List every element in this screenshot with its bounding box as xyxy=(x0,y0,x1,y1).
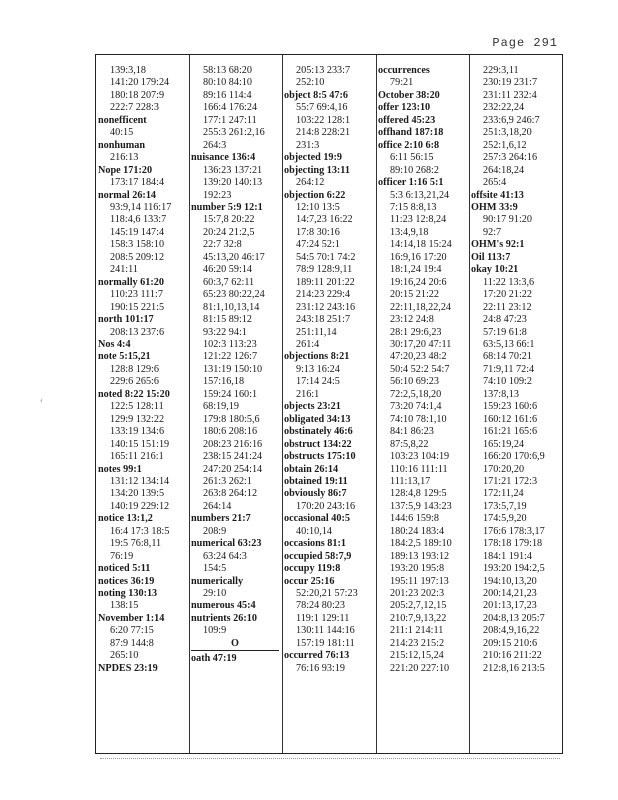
index-reference: 166:4 176:24 xyxy=(203,102,258,114)
index-reference: 24:8 47:23 xyxy=(483,314,527,326)
index-reference: 121:22 126:7 xyxy=(203,351,258,363)
index-term: normally 61:20 xyxy=(98,276,164,288)
index-reference: 76:19 xyxy=(110,550,134,562)
index-reference: 102:3 113:23 xyxy=(203,338,257,350)
index-reference: 264:3 xyxy=(203,139,227,151)
index-term: normal 26:14 xyxy=(98,189,157,201)
index-reference: 46:20 59:14 xyxy=(203,264,252,276)
index-reference: 92:7 xyxy=(483,226,502,238)
index-term: obstinately 46:6 xyxy=(284,426,353,438)
index-term: office 2:10 6:8 xyxy=(378,139,440,151)
index-reference: 170:20 243:16 xyxy=(296,500,356,512)
index-term: occasions 81:1 xyxy=(284,538,346,550)
index-reference: 261:3 262:1 xyxy=(203,475,252,487)
index-reference: 20:15 21:22 xyxy=(390,289,439,301)
index-reference: 211:1 214:11 xyxy=(390,625,444,637)
index-term: nutrients 26:10 xyxy=(191,612,257,624)
index-reference: 28:1 29:6,23 xyxy=(390,326,442,338)
index-reference: 7:15 8:8,13 xyxy=(390,201,437,213)
index-reference: 129:9 132:22 xyxy=(110,413,165,425)
index-reference: 74:10 109:2 xyxy=(483,376,532,388)
index-reference: 238:15 241:24 xyxy=(203,451,263,463)
index-reference: 184:1 191:4 xyxy=(483,550,532,562)
index-reference: 14:7,23 16:22 xyxy=(296,214,353,226)
index-reference: 189:13 193:12 xyxy=(390,550,450,562)
index-reference: 208:9 xyxy=(203,525,227,537)
index-term: offered 45:23 xyxy=(378,114,436,126)
index-term: notice 13:1,2 xyxy=(98,513,153,525)
index-reference: 60:3,7 62:11 xyxy=(203,276,255,288)
index-reference: 84:1 86:23 xyxy=(390,426,434,438)
index-reference: 200:14,21,23 xyxy=(483,588,537,600)
index-reference: 47:24 52:1 xyxy=(296,239,340,251)
index-reference: 22:11,18,22,24 xyxy=(390,301,452,313)
index-term: occurred 76:13 xyxy=(284,650,350,662)
index-term: numerous 45:4 xyxy=(191,600,256,612)
index-reference: 6:11 56:15 xyxy=(390,152,434,164)
index-reference: 47:20,23 48:2 xyxy=(390,351,447,363)
index-reference: 9:13 16:24 xyxy=(296,363,340,375)
index-reference: 264:12 xyxy=(296,177,325,189)
index-reference: 210:7,9,13,22 xyxy=(390,612,447,624)
index-reference: 176:6 178:3,17 xyxy=(483,525,545,537)
index-term: obviously 86:7 xyxy=(284,488,347,500)
index-reference: 109:9 xyxy=(203,625,227,637)
index-reference: 90:17 91:20 xyxy=(483,214,532,226)
index-reference: 81:15 89:12 xyxy=(203,314,252,326)
index-reference: 110:16 111:11 xyxy=(390,463,448,475)
index-reference: 157:19 181:11 xyxy=(296,637,355,649)
index-column-4 xyxy=(378,65,466,675)
index-reference: 173:17 184:4 xyxy=(110,177,165,189)
index-reference: 130:11 144:16 xyxy=(296,625,355,637)
index-reference: 221:20 227:10 xyxy=(390,662,450,674)
index-reference: 20:24 21:2,5 xyxy=(203,226,255,238)
index-term: number 5:9 12:1 xyxy=(191,201,263,213)
index-term: nuisance 136:4 xyxy=(191,152,256,164)
index-reference: 17:20 21:22 xyxy=(483,289,532,301)
index-reference: 209:15 210:6 xyxy=(483,637,538,649)
index-reference: 229:6 265:6 xyxy=(110,376,159,388)
index-reference: 137:5,9 143:23 xyxy=(390,500,452,512)
index-reference: 190:15 221:5 xyxy=(110,301,165,313)
index-reference: 171:21 172:3 xyxy=(483,475,538,487)
index-reference: 89:10 268:2 xyxy=(390,164,439,176)
index-reference: 89:16 114:4 xyxy=(203,89,252,101)
index-reference: 63:5,13 66:1 xyxy=(483,338,535,350)
index-reference: 231:12 243:16 xyxy=(296,301,356,313)
index-term: oath 47:19 xyxy=(191,653,237,665)
index-reference: 247:20 254:14 xyxy=(203,463,263,475)
index-term: offer 123:10 xyxy=(378,102,431,114)
index-reference: 208:4,9,16,22 xyxy=(483,625,540,637)
index-reference: 11:22 13:3,6 xyxy=(483,276,535,288)
index-reference: 80:10 84:10 xyxy=(203,77,252,89)
index-reference: 78:9 128:9,11 xyxy=(296,264,353,276)
index-term: notices 36:19 xyxy=(98,575,155,587)
index-reference: 172:11,24 xyxy=(483,488,524,500)
index-reference: 231:11 232:4 xyxy=(483,89,537,101)
index-reference: 141:20 179:24 xyxy=(110,77,170,89)
index-reference: 17:8 30:16 xyxy=(296,226,340,238)
index-reference: 255:3 261:2,16 xyxy=(203,127,265,139)
index-term: occasional 40:5 xyxy=(284,513,350,525)
index-reference: 57:19 61:8 xyxy=(483,326,527,338)
index-reference: 15:7,8 20:22 xyxy=(203,214,255,226)
index-reference: 19:16,24 20:6 xyxy=(390,276,447,288)
index-reference: 144:6 159:8 xyxy=(390,513,439,525)
index-reference: 174:5,9,20 xyxy=(483,513,527,525)
index-term: object 8:5 47:6 xyxy=(284,89,348,101)
index-reference: 208:5 209:12 xyxy=(110,251,165,263)
index-reference: 68:19,19 xyxy=(203,401,239,413)
index-reference: 180:24 183:4 xyxy=(390,525,445,537)
index-reference: 133:19 134:6 xyxy=(110,426,165,438)
index-term: note 5:15,21 xyxy=(98,351,151,363)
index-reference: 229:3,11 xyxy=(483,65,519,76)
index-reference: 40:10,14 xyxy=(296,525,332,537)
index-term: nonhuman xyxy=(98,139,146,151)
index-reference: 145:19 147:4 xyxy=(110,226,165,238)
index-reference: 11:23 12:8,24 xyxy=(390,214,447,226)
index-reference: 205:2,7,12,15 xyxy=(390,600,447,612)
index-term: okay 10:21 xyxy=(471,264,519,276)
index-reference: 231:3 xyxy=(296,139,320,151)
index-reference: 128:8 129:6 xyxy=(110,363,159,375)
index-reference: 201:23 202:3 xyxy=(390,588,445,600)
index-reference: 192:23 xyxy=(203,189,232,201)
index-reference: 261:4 xyxy=(296,338,320,350)
index-term: noted 8:22 15:20 xyxy=(98,388,170,400)
index-reference: 241:11 xyxy=(110,264,138,276)
index-reference: 263:8 264:12 xyxy=(203,488,258,500)
section-letter: O xyxy=(191,638,279,651)
index-reference: 193:20 194:2,5 xyxy=(483,563,545,575)
index-column-5 xyxy=(471,65,559,675)
index-reference: 195:11 197:13 xyxy=(390,575,449,587)
index-reference: 230:19 231:7 xyxy=(483,77,538,89)
index-reference: 252:1,6,12 xyxy=(483,139,527,151)
column-divider xyxy=(376,55,377,753)
index-reference: 184:2,5 189:10 xyxy=(390,538,452,550)
index-term: occupied 58:7,9 xyxy=(284,550,352,562)
index-reference: 194:10,13,20 xyxy=(483,575,537,587)
index-term: occur 25:16 xyxy=(284,575,335,587)
index-reference: 65:23 80:22,24 xyxy=(203,289,265,301)
index-reference: 193:20 195:8 xyxy=(390,563,445,575)
index-reference: 165:11 216:1 xyxy=(110,451,164,463)
index-reference: 87:5,8,22 xyxy=(390,438,429,450)
page-number-label: Page 291 xyxy=(492,36,558,50)
index-reference: 265:4 xyxy=(483,177,507,189)
index-reference: 23:12 24:8 xyxy=(390,314,434,326)
index-reference: 208:13 237:6 xyxy=(110,326,165,338)
index-reference: 111:13,17 xyxy=(390,475,431,487)
scan-edge xyxy=(100,758,560,762)
index-reference: 138:15 xyxy=(110,600,139,612)
index-reference: 78:24 80:23 xyxy=(296,600,345,612)
index-reference: 5:3 6:13,21,24 xyxy=(390,189,450,201)
column-divider xyxy=(469,55,470,753)
index-term: notes 99:1 xyxy=(98,463,142,475)
index-term: numbers 21:7 xyxy=(191,513,251,525)
index-reference: 76:16 93:19 xyxy=(296,662,345,674)
word-index-table xyxy=(95,54,563,754)
index-reference: 165:19,24 xyxy=(483,438,525,450)
index-reference: 264:14 xyxy=(203,500,232,512)
index-term: north 101:17 xyxy=(98,314,154,326)
index-reference: 73:20 74:1,4 xyxy=(390,401,442,413)
index-reference: 214:23 229:4 xyxy=(296,289,351,301)
index-reference: 17:14 24:5 xyxy=(296,376,340,388)
index-reference: 40:15 xyxy=(110,127,134,139)
index-reference: 166:20 170:6,9 xyxy=(483,451,545,463)
index-term: officer 1:16 5:1 xyxy=(378,177,444,189)
index-reference: 179:8 180:5,6 xyxy=(203,413,260,425)
index-reference: 139:3,18 xyxy=(110,65,146,76)
index-term: Nope 171:20 xyxy=(98,164,153,176)
index-reference: 160:12 161:6 xyxy=(483,413,538,425)
index-reference: 201:13,17,23 xyxy=(483,600,537,612)
index-reference: 131:19 150:10 xyxy=(203,363,263,375)
index-reference: 131:12 134:14 xyxy=(110,475,170,487)
index-reference: 173:5,7,19 xyxy=(483,500,527,512)
index-reference: 119:1 129:11 xyxy=(296,612,350,624)
index-reference: 54:5 70:1 74:2 xyxy=(296,251,356,263)
index-reference: 30:17,20 47:11 xyxy=(390,338,452,350)
index-term: Oil 113:7 xyxy=(471,251,511,263)
index-reference: 74:10 78:1,10 xyxy=(390,413,447,425)
index-reference: 52:20,21 57:23 xyxy=(296,588,358,600)
column-divider xyxy=(189,55,190,753)
index-reference: 161:21 165:6 xyxy=(483,426,538,438)
index-reference: 56:10 69:23 xyxy=(390,376,439,388)
index-reference: 122:5 128:11 xyxy=(110,401,164,413)
index-reference: 139:20 140:13 xyxy=(203,177,263,189)
index-reference: 68:14 70:21 xyxy=(483,351,532,363)
column-divider xyxy=(282,55,283,753)
index-reference: 214:23 215:2 xyxy=(390,637,445,649)
index-term: OHM's 92:1 xyxy=(471,239,525,251)
index-reference: 265:10 xyxy=(110,650,139,662)
index-term: offhand 187:18 xyxy=(378,127,444,139)
index-reference: 212:8,16 213:5 xyxy=(483,662,545,674)
index-reference: 93:9,14 116:17 xyxy=(110,201,172,213)
index-term: obligated 34:13 xyxy=(284,413,351,425)
index-reference: 210:16 211:22 xyxy=(483,650,542,662)
index-reference: 29:10 xyxy=(203,588,227,600)
index-term: objected 19:9 xyxy=(284,152,342,164)
index-term: objects 23:21 xyxy=(284,401,341,413)
index-reference: 159:23 160:6 xyxy=(483,401,538,413)
index-term: numerically xyxy=(191,575,244,587)
index-reference: 110:23 111:7 xyxy=(110,289,163,301)
index-term: noticed 5:11 xyxy=(98,563,151,575)
index-reference: 16:4 17:3 18:5 xyxy=(110,525,170,537)
index-term: Nos 4:4 xyxy=(98,338,131,350)
index-reference: 14:14,18 15:24 xyxy=(390,239,452,251)
index-reference: 103:23 104:19 xyxy=(390,451,450,463)
index-reference: 214:8 228:21 xyxy=(296,127,351,139)
index-reference: 137:8,13 xyxy=(483,388,519,400)
index-term: obtain 26:14 xyxy=(284,463,339,475)
index-term: obtained 19:11 xyxy=(284,475,348,487)
index-reference: 157:16,18 xyxy=(203,376,245,388)
index-reference: 158:3 158:10 xyxy=(110,239,165,251)
index-reference: 204:8,13 205:7 xyxy=(483,612,545,624)
index-term: occurrences xyxy=(378,65,430,76)
index-reference: 205:13 233:7 xyxy=(296,65,351,76)
index-reference: 87:9 144:8 xyxy=(110,637,154,649)
index-reference: 45:13,20 46:17 xyxy=(203,251,265,263)
index-reference: 154:5 xyxy=(203,563,227,575)
index-reference: 189:11 201:22 xyxy=(296,276,355,288)
index-reference: 16:9,16 17:20 xyxy=(390,251,447,263)
index-reference: 79:21 xyxy=(390,77,414,89)
index-reference: 251:3,18,20 xyxy=(483,127,532,139)
index-reference: 208:23 216:16 xyxy=(203,438,263,450)
index-term: November 1:14 xyxy=(98,612,165,624)
index-term: objecting 13:11 xyxy=(284,164,350,176)
index-reference: 19:5 76:8,11 xyxy=(110,538,162,550)
index-reference: 216:1 xyxy=(296,388,320,400)
index-term: numerical 63:23 xyxy=(191,538,262,550)
index-term: October 38:20 xyxy=(378,89,440,101)
index-reference: 180:6 208:16 xyxy=(203,426,258,438)
index-reference: 6:20 77:15 xyxy=(110,625,154,637)
index-reference: 140:15 151:19 xyxy=(110,438,170,450)
index-reference: 72:2,5,18,20 xyxy=(390,388,442,400)
margin-mark: ‹ xyxy=(40,395,43,405)
index-column-3 xyxy=(284,65,372,675)
index-reference: 63:24 64:3 xyxy=(203,550,247,562)
index-term: objections 8:21 xyxy=(284,351,350,363)
index-term: noting 130:13 xyxy=(98,588,158,600)
index-reference: 18:1,24 19:4 xyxy=(390,264,442,276)
index-reference: 136:23 137:21 xyxy=(203,164,263,176)
index-term: occupy 119:8 xyxy=(284,563,341,575)
index-reference: 215:12,15,24 xyxy=(390,650,444,662)
index-column-2 xyxy=(191,65,279,666)
index-reference: 252:10 xyxy=(296,77,325,89)
index-reference: 159:24 160:1 xyxy=(203,388,258,400)
index-reference: 222:7 228:3 xyxy=(110,102,159,114)
index-reference: 233:6,9 246:7 xyxy=(483,114,540,126)
index-reference: 22:11 23:12 xyxy=(483,301,532,313)
index-term: obstruct 134:22 xyxy=(284,438,352,450)
index-reference: 180:18 207:9 xyxy=(110,89,165,101)
index-reference: 178:18 179:18 xyxy=(483,538,543,550)
index-reference: 216:13 xyxy=(110,152,139,164)
index-term: nonefficent xyxy=(98,114,147,126)
index-reference: 50:4 52:2 54:7 xyxy=(390,363,450,375)
index-reference: 118:4,6 133:7 xyxy=(110,214,167,226)
index-reference: 128:4,8 129:5 xyxy=(390,488,447,500)
index-term: obstructs 175:10 xyxy=(284,451,356,463)
index-term: NPDES 23:19 xyxy=(98,662,158,674)
index-term: objection 6:22 xyxy=(284,189,346,201)
index-reference: 55:7 69:4,16 xyxy=(296,102,348,114)
index-column-1 xyxy=(98,65,186,675)
index-reference: 257:3 264:16 xyxy=(483,152,538,164)
index-reference: 232:22,24 xyxy=(483,102,525,114)
index-term: OHM 33:9 xyxy=(471,201,518,213)
index-reference: 177:1 247:11 xyxy=(203,114,257,126)
index-reference: 134:20 139:5 xyxy=(110,488,165,500)
index-reference: 22:7 32:8 xyxy=(203,239,242,251)
index-reference: 71:9,11 72:4 xyxy=(483,363,535,375)
index-reference: 243:18 251:7 xyxy=(296,314,351,326)
index-reference: 81:1,10,13,14 xyxy=(203,301,260,313)
index-reference: 264:18,24 xyxy=(483,164,525,176)
index-term: offsite 41:13 xyxy=(471,189,524,201)
index-reference: 58:13 68:20 xyxy=(203,65,252,76)
index-reference: 13:4,9,18 xyxy=(390,226,429,238)
index-reference: 93:22 94:1 xyxy=(203,326,247,338)
index-reference: 170:20,20 xyxy=(483,463,525,475)
index-reference: 140:19 229:12 xyxy=(110,500,170,512)
index-reference: 12:10 13:5 xyxy=(296,201,340,213)
index-reference: 103:22 128:1 xyxy=(296,114,351,126)
index-reference: 251:11,14 xyxy=(296,326,337,338)
